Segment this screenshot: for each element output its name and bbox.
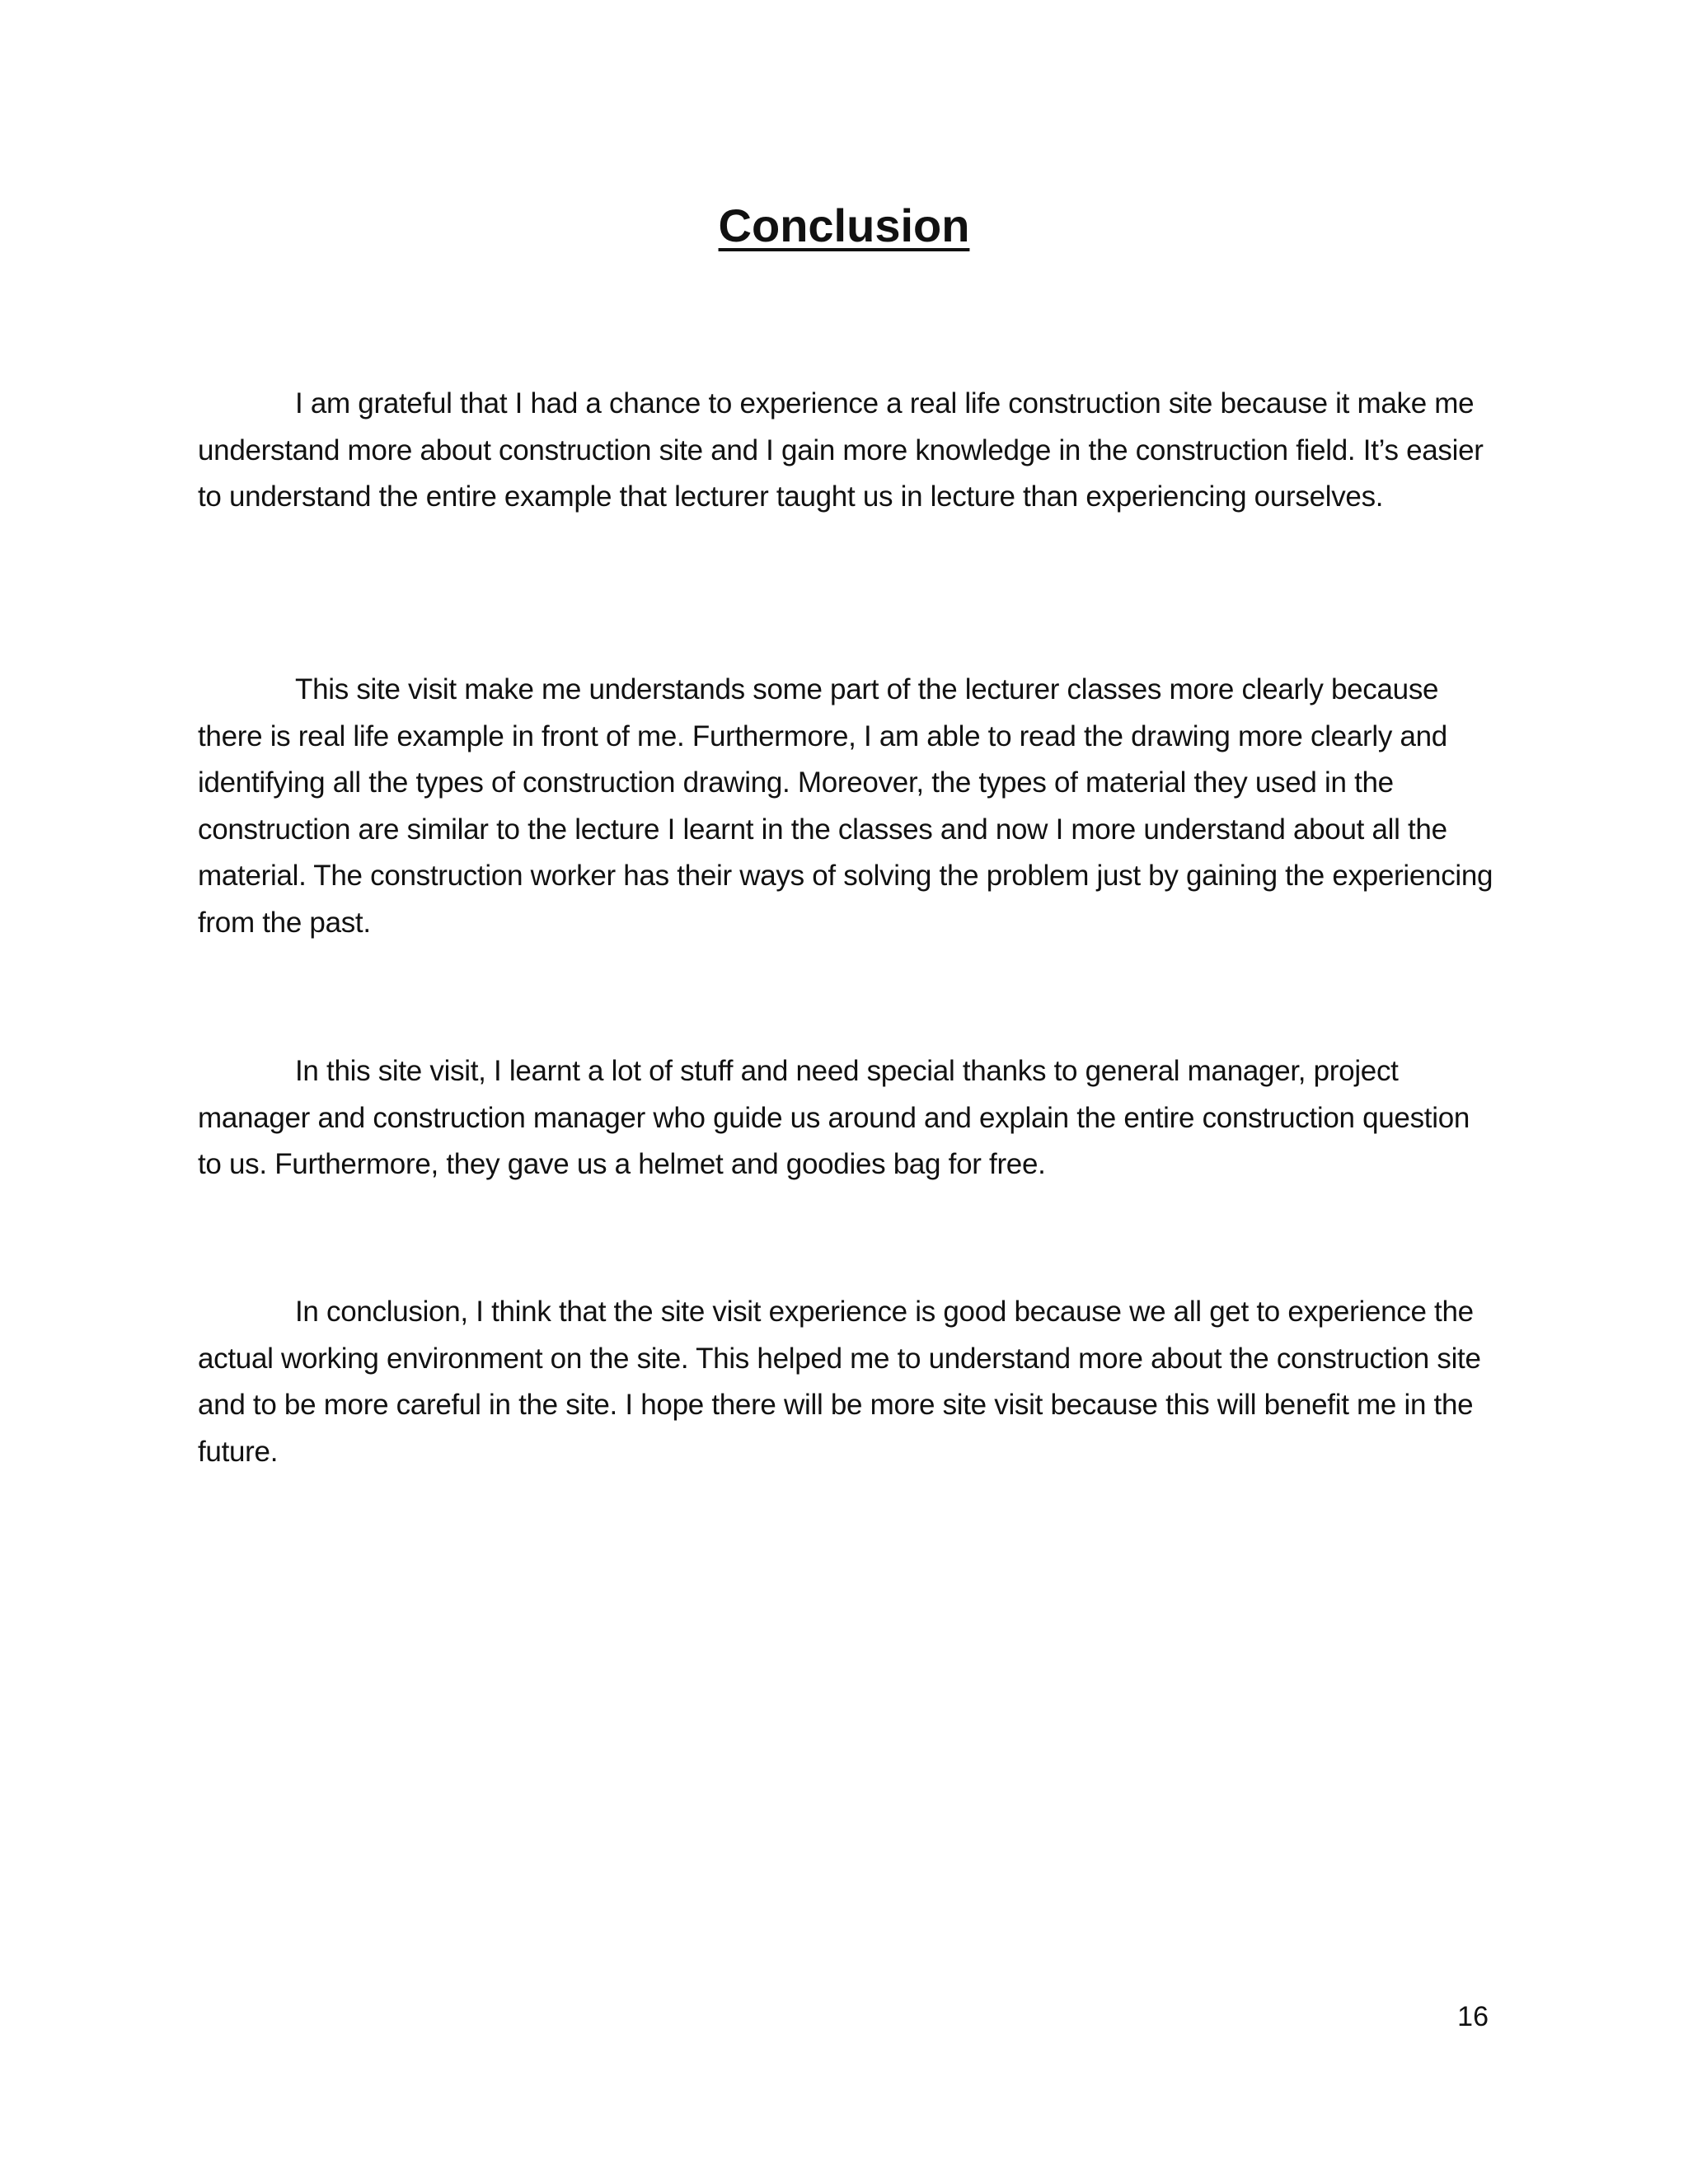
paragraph-gratitude: I am grateful that I had a chance to experience a real life construction site because it make me understand more about construction site and I gain more knowledge in the construction field. It’s easier to understand the entire example that lecturer taught us in lecture than experiencing ourselves. [198,387,1484,513]
paragraph-understanding: This site visit make me understands some part of the lecturer classes more clearly because there is real life example in front of me. Furthermore, I am able to read the drawing more clearly and identifying all the types of construction drawing. Moreover, the types of material they used in the construction are similar to the lecture I learnt in the classes and now I more understand about all the material. The construction worker has their ways of solving the problem just by gaining the experiencing from the past. [198,673,1493,939]
paragraph-conclusion: In conclusion, I think that the site visit experience is good because we all get to experience the actual working environment on the site. This helped me to understand more about the construction site and to be more careful in the site. I hope there will be more site visit because this will benefit me in the future. [198,1296,1481,1468]
page-number: 16 [1457,2001,1489,2032]
paragraph-thanks: In this site visit, I learnt a lot of stuff and need special thanks to general manager, project manager and construction manager who guide us around and explain the entire construction question to us. Furthermore, they gave us a helmet and goodies bag for free. [198,1055,1470,1180]
page-title: Conclusion [718,199,970,251]
